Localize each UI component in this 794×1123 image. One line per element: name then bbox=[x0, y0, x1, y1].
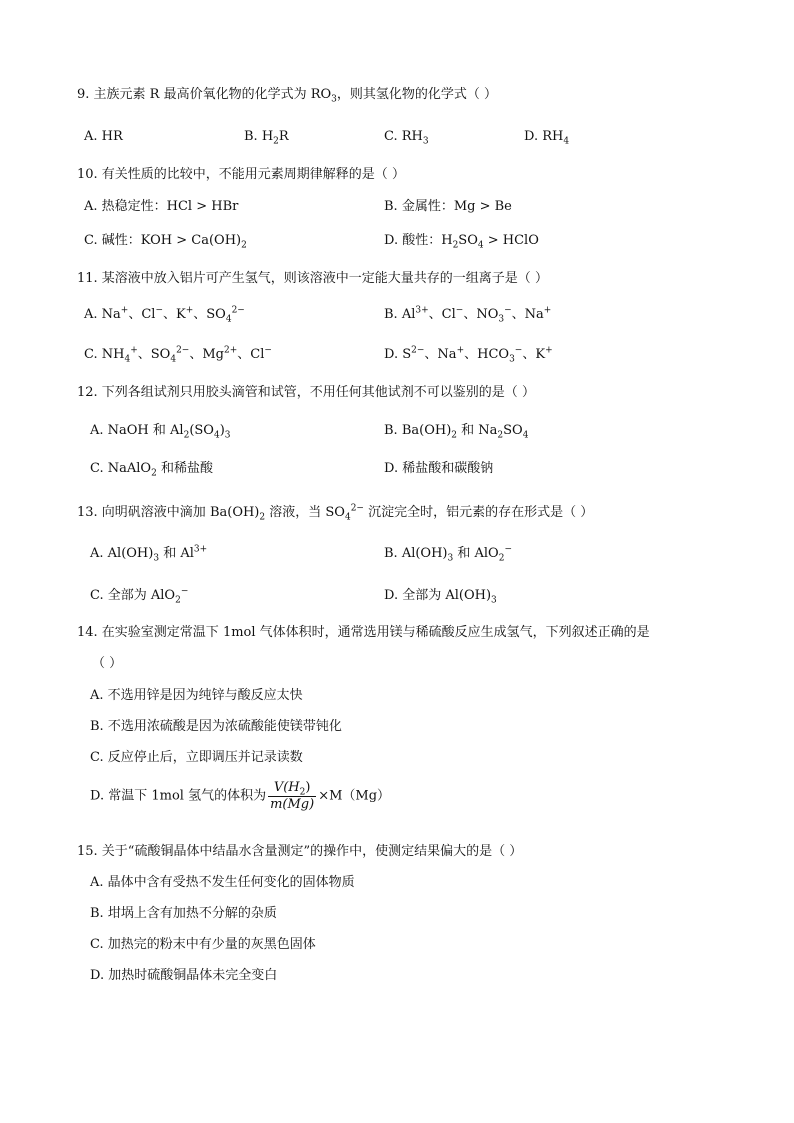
q14-a-text: A. 不选用锌是因为纯锌与酸反应太快 bbox=[90, 688, 303, 703]
q11-a-t1: A. Na bbox=[84, 307, 121, 322]
q11-a-t4: 、SO bbox=[193, 307, 226, 322]
q11-d-t1: D. S bbox=[384, 347, 412, 362]
q11-a-t3: 、K bbox=[162, 307, 186, 322]
q13-option-c[interactable] bbox=[90, 587, 188, 605]
q10-option-d-sub-2: 4 bbox=[477, 240, 484, 251]
q11-b-t2: 、Cl bbox=[428, 307, 456, 322]
q12-a-t2: (SO bbox=[189, 423, 214, 438]
q10-option-a-text: A. 热稳定性：HCl > HBr bbox=[84, 199, 239, 214]
q10-option-a[interactable] bbox=[84, 198, 238, 216]
q12-c-t1: C. NaAlO bbox=[90, 461, 152, 476]
q12-b-t3: SO bbox=[503, 423, 523, 438]
question-15-stem bbox=[77, 843, 522, 861]
q14-d-numerator bbox=[268, 780, 316, 797]
q11-d-t4: 、K bbox=[522, 347, 546, 362]
q14-d-fraction bbox=[268, 780, 316, 813]
q14-d-t1: D. 常温下 1mol 氢气的体积为 bbox=[90, 788, 267, 804]
q12-c-t2: 和稀盐酸 bbox=[156, 461, 213, 476]
q10-option-d[interactable] bbox=[384, 232, 539, 250]
q15-c-text: C. 加热完的粉末中有少量的灰黑色固体 bbox=[90, 937, 316, 952]
q13-option-d[interactable] bbox=[384, 587, 497, 605]
q12-a-sub3: 3 bbox=[224, 430, 231, 441]
q14-stem-paren: （ ） bbox=[92, 656, 123, 671]
q14-d-num-sub: 2 bbox=[299, 787, 306, 798]
q10-option-b[interactable] bbox=[384, 198, 512, 216]
q10-option-c-text: C. 碱性：KOH > Ca(OH) bbox=[84, 233, 242, 248]
q13-a-t1: A. Al(OH) bbox=[90, 546, 154, 561]
q12-option-c[interactable] bbox=[90, 460, 213, 478]
q14-option-a[interactable] bbox=[90, 687, 303, 705]
q12-stem-text: 12. 下列各组试剂只用胶头滴管和试管，不用任何其他试剂不可以鉴别的是（ ） bbox=[77, 385, 535, 400]
question-9-stem bbox=[77, 86, 497, 104]
q13-a-sub: 3 bbox=[153, 553, 160, 564]
q11-b-sup4: + bbox=[543, 305, 552, 316]
q11-b-t1: B. Al bbox=[384, 307, 416, 322]
q11-option-c[interactable] bbox=[84, 346, 272, 364]
q12-b-sub2: 2 bbox=[497, 430, 504, 441]
q14-stem-text: 14. 在实验室测定常温下 1mol 气体体积时，通常选用镁与稀硫酸反应生成氢气，下列叙述正确的是 bbox=[77, 625, 650, 640]
q14-d-den-text: m(Mg) bbox=[270, 797, 315, 812]
q14-d-t2: ×M（Mg） bbox=[318, 788, 391, 804]
q11-a-sup4: 2− bbox=[231, 305, 245, 316]
q11-option-d[interactable] bbox=[384, 346, 553, 364]
q11-b-t3: 、NO bbox=[463, 307, 499, 322]
q9-option-b-text: B. H bbox=[244, 129, 274, 144]
q13-b-t2: 和 AlO bbox=[453, 546, 499, 561]
q15-a-text: A. 晶体中含有受热不发生任何变化的固体物质 bbox=[90, 875, 355, 890]
q11-b-sup3: − bbox=[504, 305, 512, 316]
q14-d-num-t2: ) bbox=[305, 780, 311, 795]
q13-b-t1: B. Al(OH) bbox=[384, 546, 448, 561]
q12-b-t1: B. Ba(OH) bbox=[384, 423, 452, 438]
q11-c-sup2: 2− bbox=[176, 345, 190, 356]
q10-option-d-text: D. 酸性：H bbox=[384, 233, 453, 248]
q11-c-t4: 、Cl bbox=[237, 347, 265, 362]
q11-c-sup3: 2+ bbox=[223, 345, 238, 356]
q10-option-c[interactable] bbox=[84, 232, 247, 250]
q11-c-sub1: 4 bbox=[124, 354, 131, 365]
q13-stem-sup2: 2− bbox=[350, 503, 364, 514]
q11-a-sup1: + bbox=[120, 305, 129, 316]
q11-a-sup3: + bbox=[185, 305, 194, 316]
q13-stem-t1: 13. 向明矾溶液中滴加 Ba(OH) bbox=[77, 505, 260, 520]
q12-d-text: D. 稀盐酸和碳酸钠 bbox=[384, 461, 494, 476]
q11-d-sup2: + bbox=[456, 345, 465, 356]
question-12-stem bbox=[77, 384, 535, 402]
q11-c-t1: C. NH bbox=[84, 347, 125, 362]
q13-c-sub: 2 bbox=[175, 595, 181, 606]
q13-stem-t3: 沉淀完全时，铝元素的存在形式是（ ） bbox=[363, 505, 594, 520]
q13-b-sup2: − bbox=[504, 544, 512, 555]
q15-option-b[interactable] bbox=[90, 905, 277, 923]
q9-option-d-text: D. RH bbox=[524, 129, 564, 144]
question-10-stem bbox=[77, 166, 405, 184]
q12-a-sub2: 4 bbox=[213, 430, 220, 441]
q14-c-text: C. 反应停止后，立即调压并记录读数 bbox=[90, 750, 303, 765]
q11-c-sup4: − bbox=[264, 345, 272, 356]
q11-d-sub3: 3 bbox=[509, 354, 515, 365]
q11-c-sup1: + bbox=[130, 345, 138, 356]
q11-d-sup1: 2− bbox=[411, 345, 425, 356]
q13-option-b[interactable] bbox=[384, 545, 512, 563]
q13-stem-sub1: 2 bbox=[259, 512, 266, 523]
q13-stem-t2: 溶液，当 SO bbox=[265, 505, 345, 520]
q9-option-b[interactable] bbox=[244, 128, 289, 146]
q13-d-sub: 3 bbox=[491, 595, 497, 606]
q11-d-sup3: − bbox=[514, 345, 523, 356]
q12-a-sub1: 2 bbox=[183, 430, 190, 441]
q15-d-text: D. 加热时硫酸铜晶体未完全变白 bbox=[90, 968, 278, 983]
q11-d-sup4: + bbox=[545, 345, 553, 356]
q15-stem-text: 15. 关于“硫酸铜晶体中结晶水含量测定”的操作中，使测定结果偏大的是（ ） bbox=[77, 844, 523, 859]
q13-b-sub1: 3 bbox=[447, 553, 454, 564]
q12-a-t1: A. NaOH 和 Al bbox=[90, 423, 184, 438]
q12-option-b[interactable] bbox=[384, 422, 528, 440]
q11-d-t2: 、Na bbox=[424, 347, 457, 362]
q13-b-sub2: 2 bbox=[498, 553, 505, 564]
q11-b-sup1: 3+ bbox=[415, 305, 429, 316]
q11-c-sub2: 4 bbox=[170, 354, 177, 365]
q10-stem-text: 10. 有关性质的比较中，不能用元素周期律解释的是（ ） bbox=[77, 167, 405, 182]
q11-c-t2: 、SO bbox=[137, 347, 171, 362]
q10-option-d-text-3: > HClO bbox=[483, 233, 539, 248]
q11-b-sup2: − bbox=[455, 305, 464, 316]
q11-c-t3: 、Mg bbox=[189, 347, 224, 362]
q11-d-t3: 、HCO bbox=[464, 347, 510, 362]
q11-a-sup2: − bbox=[155, 305, 163, 316]
q14-d-denominator bbox=[268, 797, 316, 813]
q14-option-b[interactable] bbox=[90, 718, 342, 736]
question-11-stem bbox=[77, 270, 548, 288]
q13-c-sup: − bbox=[180, 586, 189, 597]
q11-a-sub4: 4 bbox=[225, 314, 232, 325]
q10-option-d-sub-1: 2 bbox=[452, 240, 459, 251]
q13-a-sup: 3+ bbox=[193, 544, 208, 555]
q11-b-t4: 、Na bbox=[511, 307, 544, 322]
q9-option-c-sub: 3 bbox=[422, 136, 429, 147]
q13-c-t1: C. 全部为 AlO bbox=[90, 588, 176, 603]
q9-option-a-text: A. HR bbox=[84, 129, 123, 144]
q15-option-d[interactable] bbox=[90, 967, 277, 985]
question-14-paren bbox=[92, 655, 122, 673]
q15-option-a[interactable] bbox=[90, 874, 355, 892]
q12-option-a[interactable] bbox=[90, 422, 231, 440]
q9-option-d-sub: 4 bbox=[563, 136, 570, 147]
q9-option-b-text-2: R bbox=[278, 129, 289, 144]
q11-a-t2: 、Cl bbox=[128, 307, 156, 322]
q15-b-text: B. 坩埚上含有加热不分解的杂质 bbox=[90, 906, 277, 921]
q14-b-text: B. 不选用浓硫酸是因为浓硫酸能使镁带钝化 bbox=[90, 719, 342, 734]
q9-option-b-sub: 2 bbox=[273, 136, 279, 147]
q9-option-c-text: C. RH bbox=[384, 129, 423, 144]
q10-option-b-text: B. 金属性：Mg > Be bbox=[384, 199, 512, 214]
q13-option-a[interactable] bbox=[90, 545, 207, 563]
q9-stem-text: 9. 主族元素 R 最高价氧化物的化学式为 RO bbox=[77, 87, 332, 102]
question-13-stem bbox=[77, 504, 593, 522]
q11-b-sub3: 3 bbox=[498, 314, 505, 325]
q12-c-sub: 2 bbox=[151, 468, 157, 479]
q11-option-a[interactable] bbox=[84, 306, 245, 324]
q14-option-c[interactable] bbox=[90, 749, 303, 767]
q9-option-c[interactable] bbox=[384, 128, 429, 146]
q12-b-sub1: 2 bbox=[451, 430, 457, 441]
q13-stem-sub2: 4 bbox=[344, 512, 351, 523]
q15-option-c[interactable] bbox=[90, 936, 316, 954]
q9-stem-text-2: ，则其氢化物的化学式（ ） bbox=[336, 87, 498, 102]
q14-d-num-t1: V(H bbox=[273, 780, 300, 795]
q12-b-sub3: 4 bbox=[522, 430, 529, 441]
q10-option-d-text-2: SO bbox=[458, 233, 478, 248]
q12-option-d[interactable] bbox=[384, 460, 493, 478]
q10-option-c-sub: 2 bbox=[241, 240, 247, 251]
q11-stem-text: 11. 某溶液中放入铝片可产生氢气，则该溶液中一定能大量共存的一组离子是（ ） bbox=[77, 271, 548, 286]
q13-d-t1: D. 全部为 Al(OH) bbox=[384, 588, 492, 603]
question-14-stem bbox=[77, 624, 650, 642]
q13-a-t2: 和 Al bbox=[159, 546, 194, 561]
q14-option-d[interactable] bbox=[90, 780, 390, 813]
q11-option-b[interactable] bbox=[384, 306, 551, 324]
q9-option-d[interactable] bbox=[524, 128, 569, 146]
q9-stem-sub: 3 bbox=[331, 94, 337, 105]
q12-a-t3: ) bbox=[219, 423, 225, 438]
q9-option-a[interactable] bbox=[84, 128, 123, 146]
q12-b-t2: 和 Na bbox=[457, 423, 498, 438]
